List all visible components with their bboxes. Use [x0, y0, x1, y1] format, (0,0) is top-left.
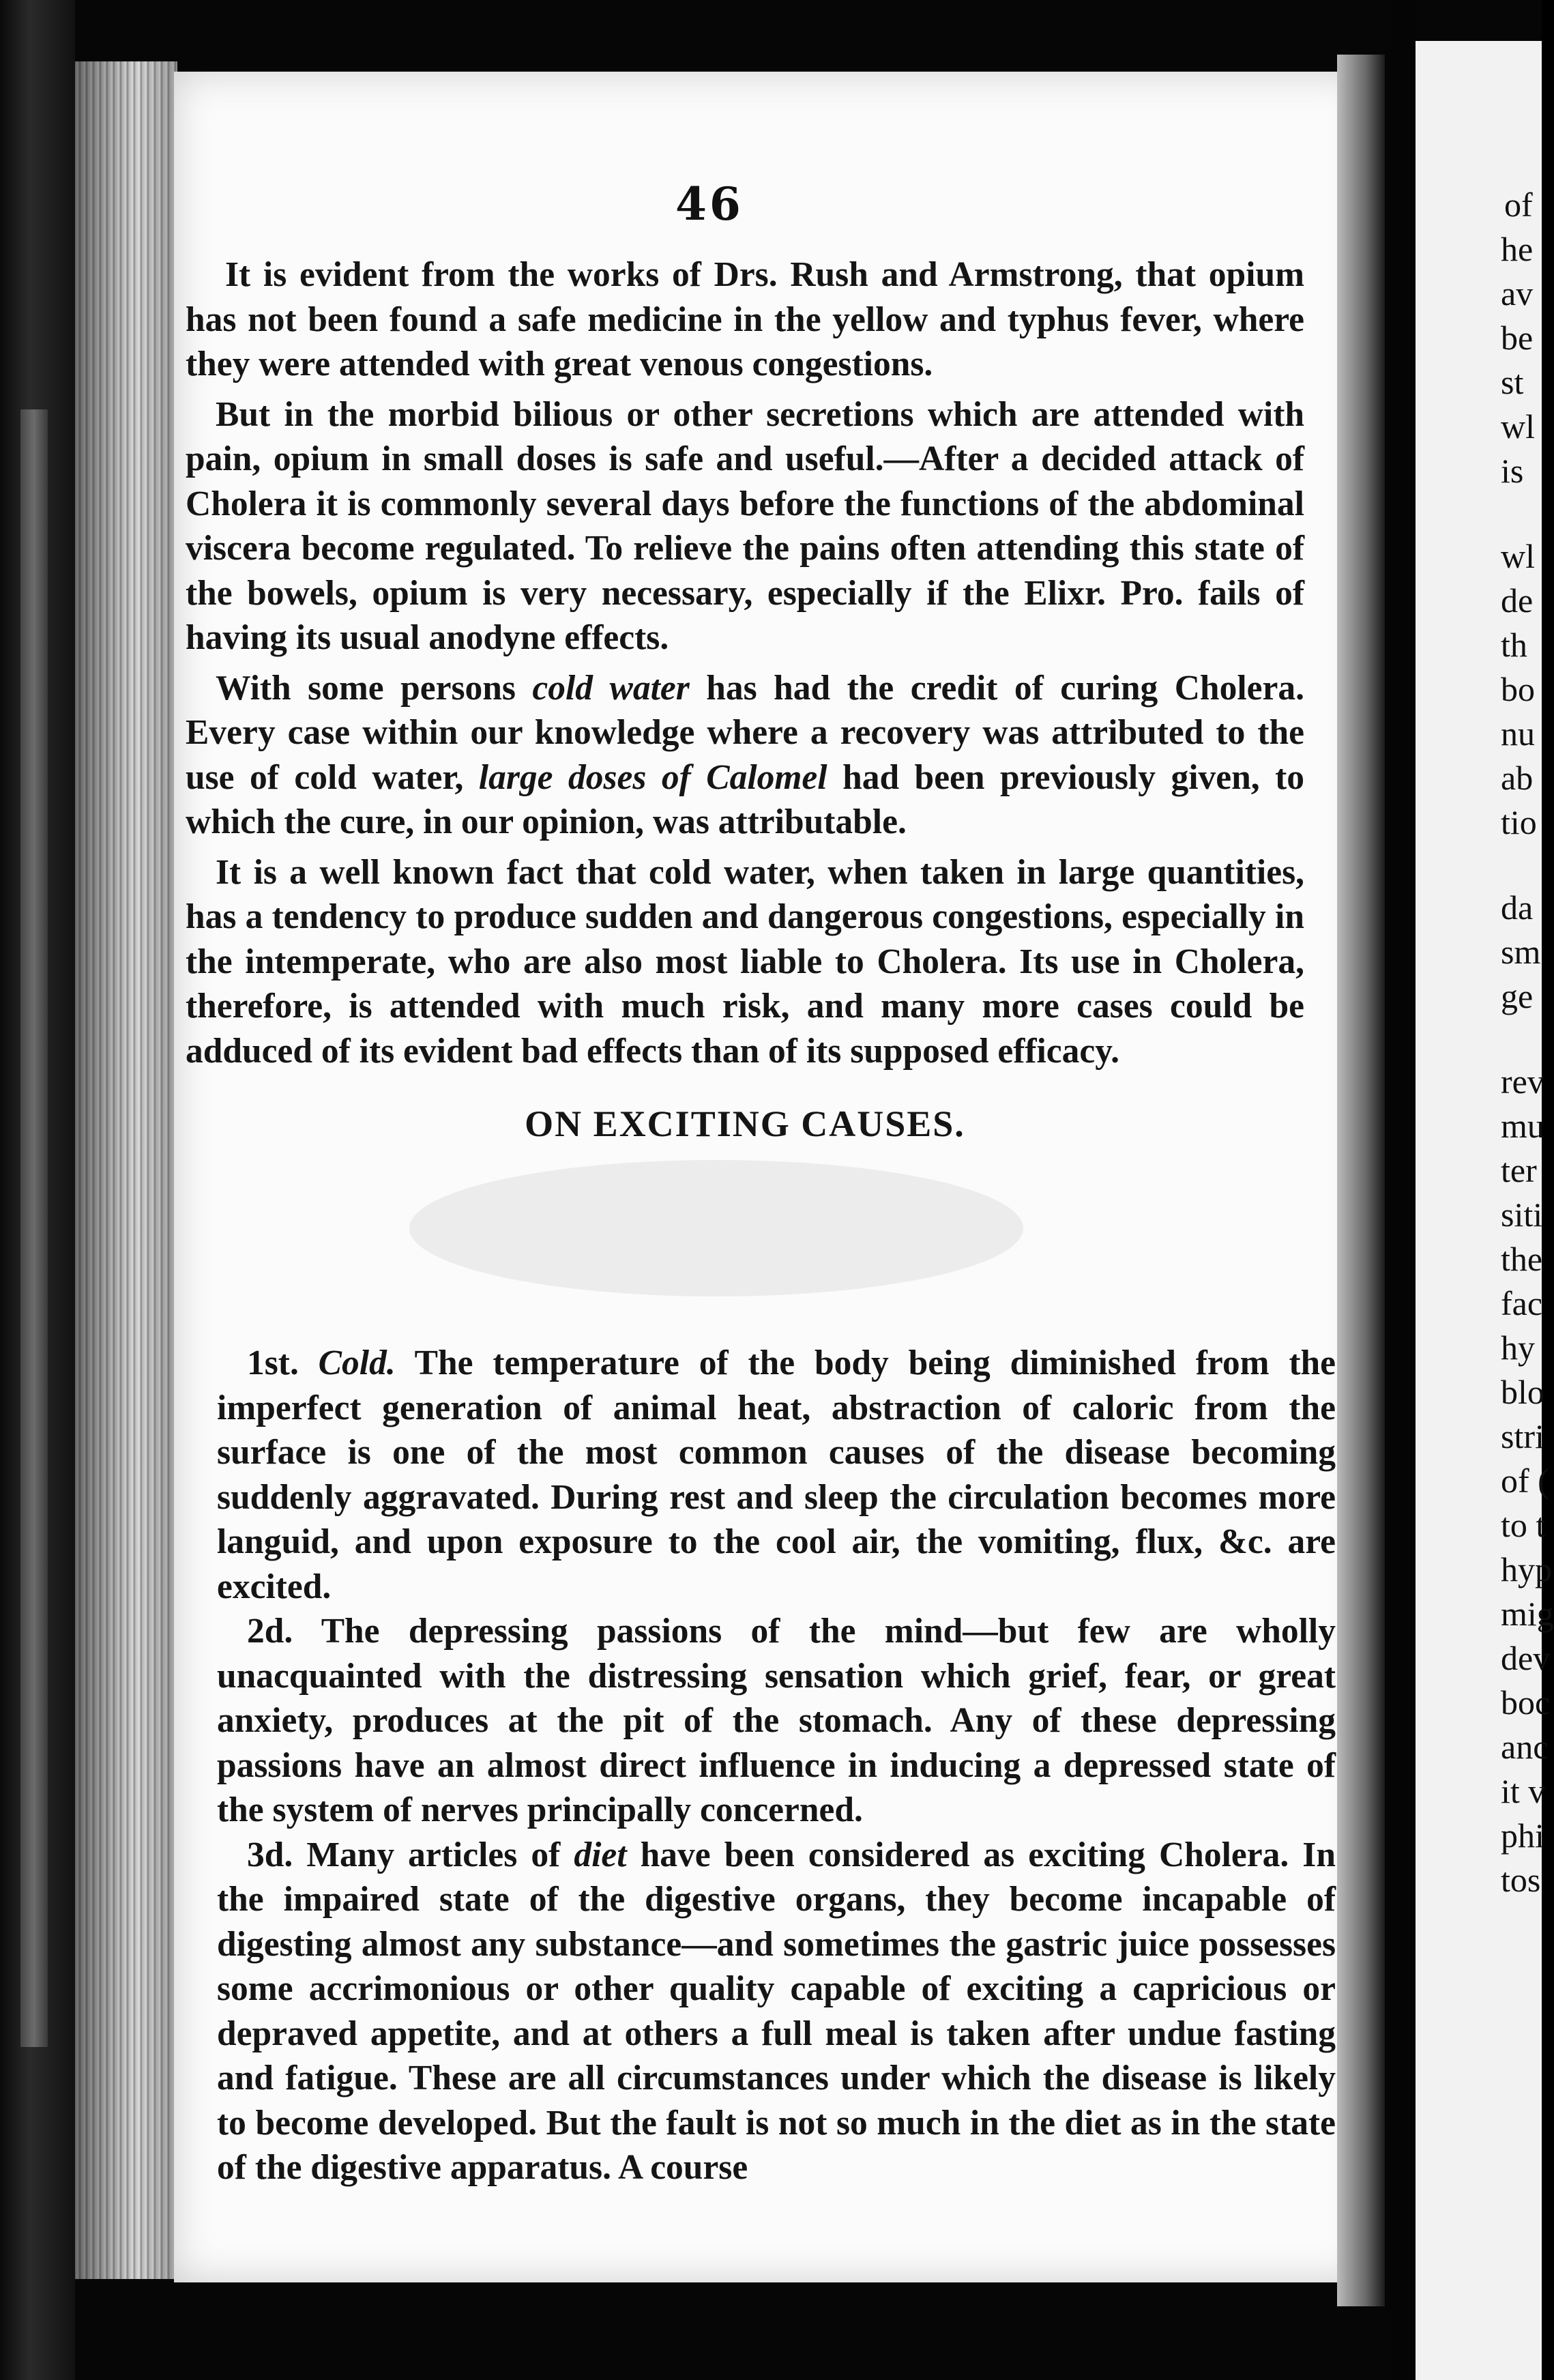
facing-fragment: mu — [1501, 1107, 1544, 1145]
paragraph-cold-water-fact: It is a well known fact that cold water, when taken in large quantities, has a tendency to produce sudden and dangerous congestions, especially in the intemperate, who are also most liable to Cholera. Its use in Cholera, therefore, is attended with much risk, and many more cases could be adduced of its evident bad effects than of its supposed efficacy. — [186, 852, 1304, 1071]
facing-fragment: he — [1501, 230, 1534, 268]
body-text-upper — [186, 252, 1304, 1181]
paragraph-cause-diet: 3d. Many articles of diet have been considered as exciting Cholera. In the impaired state of the digestive organs, they become incapable of digesting almost any substance—and sometimes the gastric juice possesses some accrimonious or other quality capable of exciting a capricious or depraved appetite, and at others a full meal is taken after undue fasting and fatigue. These are all circumstances under which the disease is likely to become developed. But the fault is not so much in the diet as in the state of the digestive apparatus. A course — [217, 1835, 1336, 2187]
emphasis-cold-water: cold water — [532, 668, 690, 708]
facing-fragment: wl — [1501, 407, 1535, 446]
paragraph-opium-venous: It is evident from the works of Drs. Rush and Armstrong, that opium has not been found a safe medicine in the yellow and typhus fever, where they were attended with great venous congestions. — [186, 255, 1304, 383]
facing-fragment: phi — [1501, 1816, 1544, 1855]
facing-fragment: to t — [1501, 1506, 1546, 1544]
paragraph-cause-cold: 1st. Cold. The temperature of the body being diminished from the imperfect generation of animal heat, abstraction of caloric from the surface is one of the most common causes of the disease becoming suddenly aggravated. During rest and sleep the circulation becomes more languid, and upon exposure to the cool air, the vomiting, flux, &c. are excited. — [217, 1344, 1336, 1606]
facing-fragment: blo — [1501, 1373, 1544, 1411]
section-heading: ON EXCITING CAUSES. — [525, 1103, 965, 1144]
emphasis-cold: Cold. — [318, 1344, 396, 1382]
facing-fragment: stri — [1501, 1417, 1544, 1455]
facing-fragment: th — [1501, 626, 1527, 664]
facing-fragment: of ( — [1501, 1462, 1549, 1500]
facing-fragment: dev — [1501, 1639, 1551, 1677]
facing-fragment: st — [1501, 363, 1524, 401]
facing-fragment: hy — [1501, 1329, 1535, 1367]
facing-fragment: siti — [1501, 1195, 1543, 1234]
facing-fragment: ter — [1501, 1151, 1537, 1189]
facing-fragment: boc — [1501, 1683, 1551, 1722]
page-number: 46 — [675, 177, 744, 231]
facing-fragment: da — [1501, 888, 1534, 927]
binding-highlight — [20, 409, 48, 2047]
facing-fragment: tos — [1501, 1861, 1541, 1899]
facing-fragment: mig — [1501, 1595, 1554, 1633]
emphasis-calomel: large doses of Calomel — [478, 757, 827, 797]
facing-fragment: anc — [1501, 1728, 1549, 1766]
body-text-lower — [217, 1341, 1336, 2190]
facing-fragment: of — [1504, 186, 1533, 224]
paragraph-cold-water-credit: With some persons cold water has had the credit of curing Cholera. Every case within our knowledge where a recovery was attributed to the use of cold water, large doses of Calomel had been previously given, to which the cure, in our opinion, was attributable. — [186, 668, 1304, 841]
book-gutter — [1385, 0, 1416, 2380]
facing-fragment: ab — [1501, 759, 1534, 797]
facing-fragment: it v — [1501, 1772, 1546, 1810]
facing-fragment: sm — [1501, 933, 1541, 971]
facing-fragment: is — [1501, 452, 1524, 490]
facing-fragment: tio — [1501, 803, 1537, 841]
paragraph-cause-passions: 2d. The depressing passions of the mind—but few are wholly unacquainted with the distressing sensation which grief, fear, or great anxiety, produces at the pit of the stomach. Any of these depressing passions have an almost direct influence in inducing a depressed state of the system of nerves principally concerned. — [217, 1612, 1336, 1829]
page-edge-shadow — [75, 61, 177, 2279]
facing-fragment: rev — [1501, 1062, 1544, 1101]
facing-fragment: fac — [1501, 1284, 1543, 1322]
facing-fragment: av — [1501, 274, 1534, 313]
facing-fragment: be — [1501, 319, 1534, 357]
facing-fragment: hyp — [1501, 1550, 1552, 1588]
facing-fragment: bo — [1501, 670, 1535, 708]
facing-fragment: wl — [1501, 537, 1535, 575]
paragraph-opium-useful: But in the morbid bilious or other secretions which are attended with pain, opium in small doses is safe and useful.—After a decided attack of Cholera it is commonly several days before the functions of the abdominal viscera become regulated. To relieve the pains often attending this state of the bowels, opium is very necessary, especially if the Elixr. Pro. fails of having its usual anodyne effects. — [186, 394, 1304, 657]
facing-fragment: nu — [1501, 714, 1535, 753]
facing-fragment: the — [1501, 1240, 1543, 1278]
page-right-edge-shade — [1337, 55, 1385, 2306]
facing-fragment: ge — [1501, 977, 1534, 1015]
facing-fragment: de — [1501, 581, 1534, 620]
emphasis-diet: diet — [574, 1835, 627, 1874]
